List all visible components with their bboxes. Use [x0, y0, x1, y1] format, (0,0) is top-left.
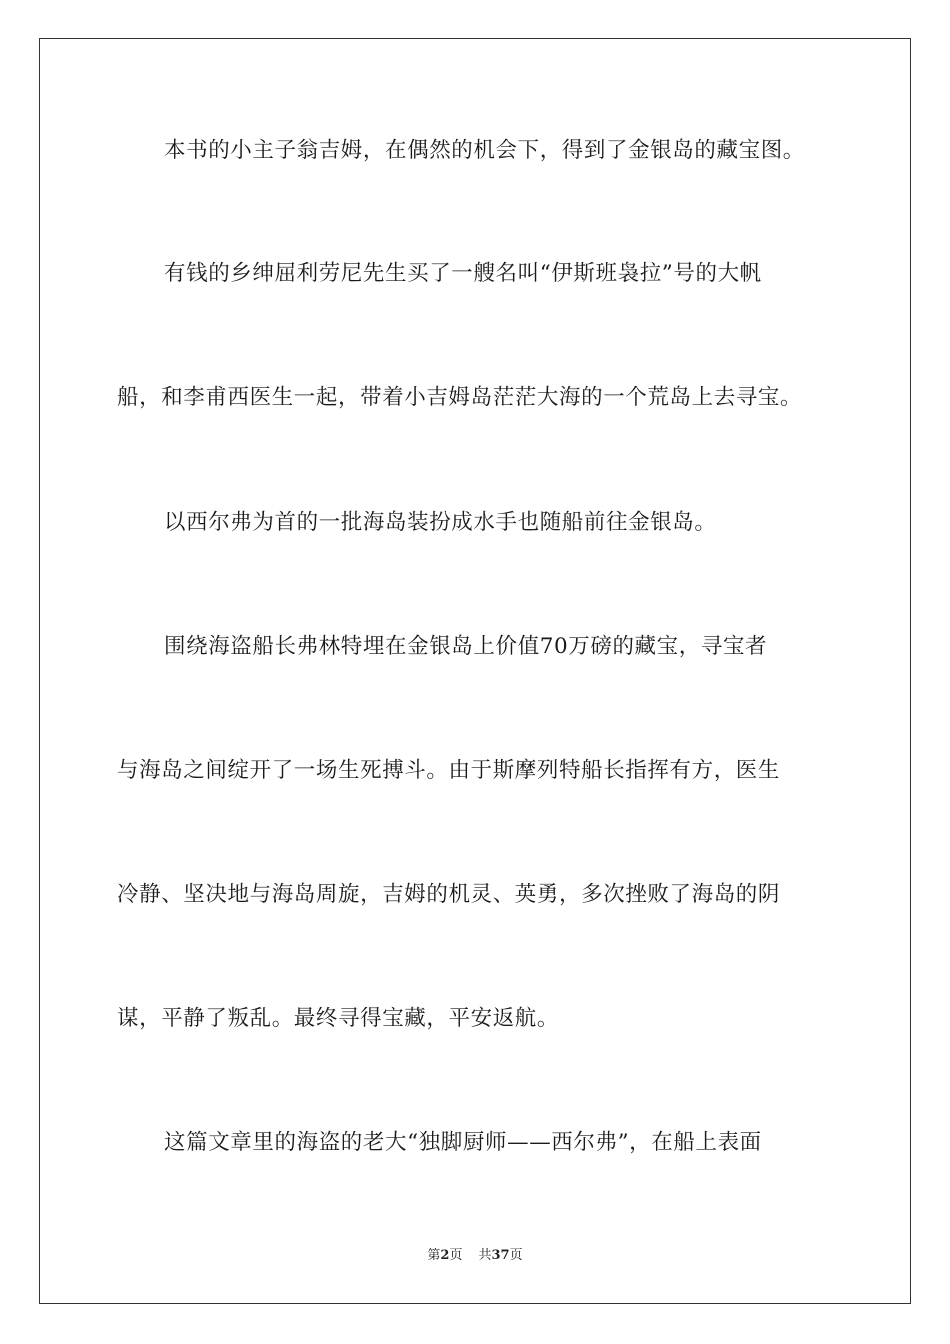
text-line: 这篇文章里的海盗的老大“独脚厨师——西尔弗”，在船上表面: [164, 1130, 762, 1155]
text-line: 与海岛之间绽开了一场生死搏斗。由于斯摩列特船长指挥有方，医生: [117, 758, 781, 783]
page-border: [39, 38, 911, 1304]
text-line: 冷静、坚决地与海岛周旋，吉姆的机灵、英勇，多次挫败了海岛的阴: [117, 882, 781, 907]
text-line: 围绕海盗船长弗林特埋在金银岛上价值70万磅的藏宝，寻宝者: [164, 634, 768, 659]
page-suffix: 页: [449, 1248, 463, 1263]
total-suffix: 页: [509, 1248, 523, 1263]
text-line: 以西尔弗为首的一批海岛装扮成水手也随船前往金银岛。: [164, 510, 717, 535]
text-line: 谋，平静了叛乱。最终寻得宝藏，平安返航。: [117, 1006, 560, 1031]
total-pages: 37: [491, 1248, 510, 1263]
page-number: 2: [440, 1248, 450, 1263]
page-prefix: 第: [427, 1248, 441, 1263]
page-footer: [0, 1247, 950, 1265]
text-line: 船，和李甫西医生一起，带着小吉姆岛茫茫大海的一个荒岛上去寻宝。: [117, 385, 803, 410]
text-line: 有钱的乡绅屈利劳尼先生买了一艘名叫“伊斯班袅拉”号的大帆: [164, 261, 762, 286]
text-line: 本书的小主子翁吉姆，在偶然的机会下，得到了金银岛的藏宝图。: [164, 138, 805, 163]
total-prefix: 共: [478, 1248, 492, 1263]
